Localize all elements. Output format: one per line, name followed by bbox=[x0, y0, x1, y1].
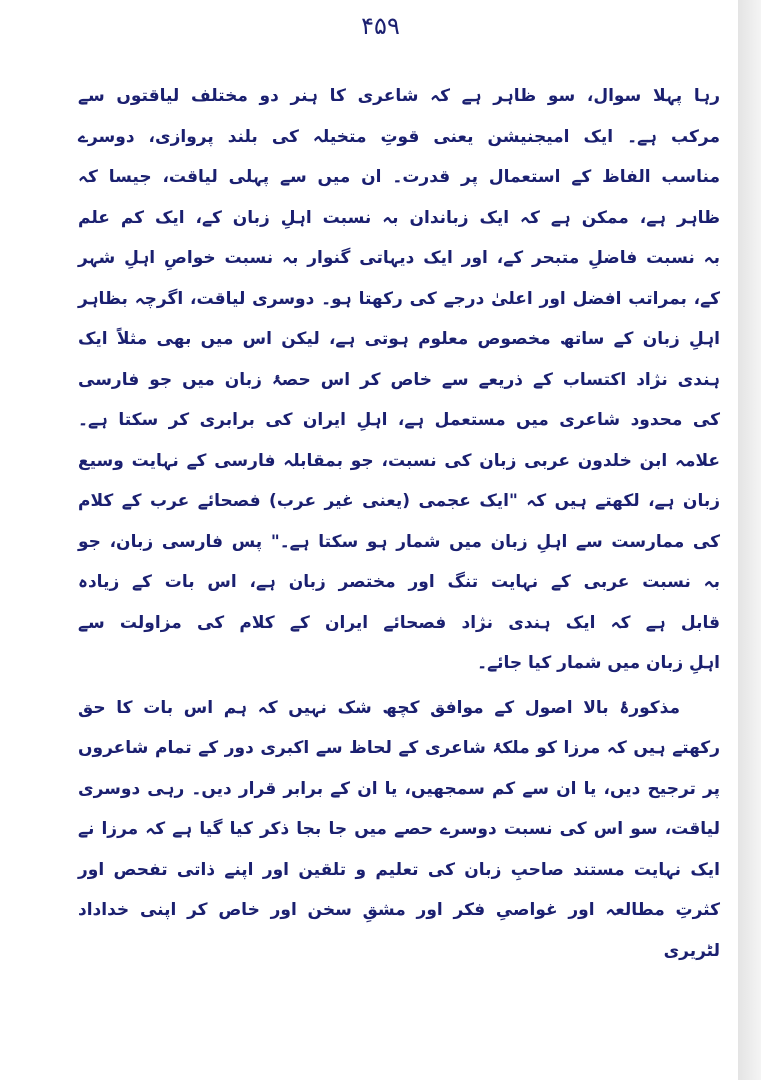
page-edge bbox=[738, 0, 761, 1080]
text-line: مناسب الفاظ کے استعمال پر قدرت۔ ان میں سے پہلی لیاقت، جیسا کہ bbox=[78, 167, 720, 187]
text-line: قابل ہے کہ ایک ہندی نژاد فصحائے ایران کے کلام کی مزاولت سے bbox=[78, 612, 720, 633]
page-number: ۴۵۹ bbox=[361, 12, 400, 40]
text-line: کی ممارست سے اہلِ زبان میں شمار ہو سکتا ہے۔" پس فارسی زبان، جو bbox=[78, 531, 720, 552]
text-line: مرکب ہے۔ ایک امیجنیشن یعنی قوتِ متخیلہ کی بلند پروازی، دوسرے bbox=[78, 126, 720, 147]
text-line: کی محدود شاعری میں مستعمل ہے، اہلِ ایران کی برابری کر سکتا ہے۔ bbox=[78, 410, 720, 430]
paragraph-1 bbox=[78, 76, 720, 684]
text-line: رہا پہلا سوال، سو ظاہر ہے کہ شاعری کا ہنر دو مختلف لیاقتوں سے bbox=[78, 86, 720, 106]
paragraph-2 bbox=[78, 688, 720, 972]
text-line: ہندی نژاد اکتساب کے ذریعے سے خاص کر اس حصۂ زبان میں جو فارسی bbox=[78, 369, 720, 390]
text-line: مذکورۂ بالا اصول کے موافق کچھ شک نہیں کہ ہم اس بات کا حق bbox=[78, 697, 680, 718]
text-line: زبان ہے، لکھتے ہیں کہ "ایک عجمی (یعنی غیر عرب) فصحائے عرب کے کلام bbox=[78, 491, 720, 511]
text-line: اہلِ زبان میں شمار کیا جائے۔ bbox=[477, 653, 720, 673]
text-line: رکھتے ہیں کہ مرزا کو ملکۂ شاعری کے لحاظ سے اکبری دور کے تمام شاعروں bbox=[78, 738, 720, 758]
text-line: ظاہر ہے، ممکن ہے کہ ایک زباندان بہ نسبت اہلِ زبان کے، ایک کم علم bbox=[78, 207, 720, 228]
text-line: کثرتِ مطالعہ اور غواصیِ فکر اور مشقِ سخن اور خاص کر اپنی خداداد لٹریری bbox=[78, 900, 720, 961]
text-line: بہ نسبت عربی کے نہایت تنگ اور مختصر زبان ہے، اس بات کے زیادہ bbox=[78, 572, 720, 592]
text-line: ایک نہایت مستند صاحبِ زبان کی تعلیم و تلقین اور اپنے ذاتی تفحص اور bbox=[78, 859, 720, 880]
page-body bbox=[78, 76, 720, 971]
text-line: بہ نسبت فاضلِ متبحر کے، اور ایک دیہاتی گنوار بہ نسبت خواصِ اہلِ شہر bbox=[78, 248, 720, 268]
text-line: لیاقت، سو اس کی نسبت دوسرے حصے میں جا بجا ذکر کیا گیا ہے کہ مرزا نے bbox=[78, 819, 720, 839]
text-line: اہلِ زبان کے ساتھ مخصوص معلوم ہوتی ہے، لیکن اس میں بھی مثلاً ایک bbox=[78, 329, 720, 349]
text-line: کے، بمراتب افضل اور اعلیٰ درجے کی رکھتا ہو۔ دوسری لیاقت، اگرچہ بظاہر bbox=[78, 288, 720, 309]
text-line: علامہ ابن خلدون عربی زبان کی نسبت، جو بمقابلہ فارسی کے نہایت وسیع bbox=[78, 450, 720, 471]
text-line: پر ترجیح دیں، یا ان سے کم سمجھیں، یا ان کے برابر قرار دیں۔ رہی دوسری bbox=[78, 778, 720, 799]
